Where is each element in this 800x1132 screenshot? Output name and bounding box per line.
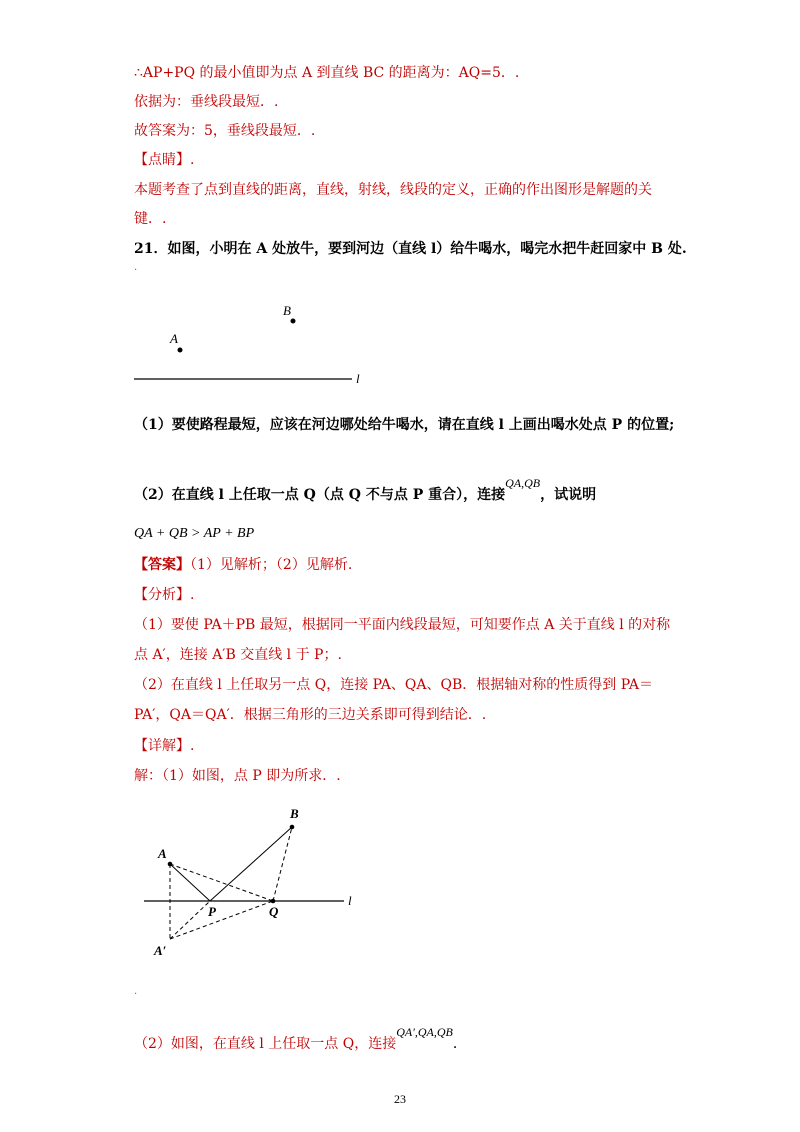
text-line-2: 依据为：垂线段最短．. [134,94,279,110]
text-line-3: 故答案为：5，垂线段最短．. [134,123,316,139]
figure-1 [130,295,390,400]
sub2-math: QA,QB [505,476,541,490]
analysis-line-4: PA′，QA＝QA′．根据三角形的三边关系即可得到结论．. [134,707,487,723]
segment-PB [210,827,292,901]
point-B [291,319,296,324]
label-l: l [356,371,360,386]
analysis-line-2: 点 A′，连接 A′B 交直线 l 于 P；. [134,647,342,663]
detail-heading: 【详解】. [134,738,195,754]
sub-question-1: （1）要使路程最短，应该在河边哪处给牛喝水，请在直线 l 上画出喝水处点 P 的位置; [134,417,675,433]
d2-text: （2）如图，在直线 l 上任取一点 Q，连接 [134,1036,397,1052]
label-A: A [170,331,178,346]
point-B [290,825,295,830]
segment-AQ [170,864,273,901]
answer-line [134,556,352,574]
dianjing-heading: 【点睛】. [134,152,195,168]
dot-marker: . [134,986,138,997]
inequality: QA + QB > AP + BP [134,526,255,541]
analysis-heading: 【分析】. [134,587,195,603]
segment-QB [273,827,292,901]
label-A: A [158,846,167,861]
d2-math: QA′,QA,QB [396,1025,453,1039]
text-line-6: 键．. [134,211,167,227]
label-l: l [348,893,352,908]
answer-label: 【答案】 [134,557,190,573]
label-P: P [208,904,216,919]
detail-line-1: 解：（1）如图，点 P 即为所求．. [134,768,341,784]
analysis-line-1: （1）要使 PA＋PB 最短，根据同一平面内线段最短，可知要作点 A 关于直线 l 的对称 [134,617,671,633]
answer-text: （1）见解析；（2）见解析. [190,557,353,573]
dot-marker: . [134,262,138,273]
detail-line-2: （2）如图，在直线 l 上任取一点 Q，连接QA′,QA,QB． [134,1025,467,1052]
question-21: 21．如图，小明在 A 处放牛，要到河边（直线 l）给牛喝水，喝完水把牛赶回家中 B 处. [134,241,687,257]
label-Aprime: A′ [154,943,167,958]
point-Q [271,899,276,904]
label-B: B [283,303,291,318]
segment-AprimeP [170,901,210,939]
label-B: B [290,806,299,821]
sub2-text-b: ，试说明 [540,487,597,503]
sub2-text-a: （2）在直线 l 上任取一点 Q（点 Q 不与点 P 重合），连接 [134,487,506,503]
figure-2 [130,800,370,970]
point-A [178,348,183,353]
text-line-5: 本题考查了点到直线的距离，直线，射线，线段的定义，正确的作出图形是解题的关 [134,182,652,198]
segment-AprimeQ [170,901,273,939]
page-number: 23 [394,1092,406,1106]
sub-question-2 [134,476,597,504]
analysis-line-3: （2）在直线 l 上任取另一点 Q，连接 PA、QA、QB．根据轴对称的性质得到 PA＝ [134,677,653,693]
point-A [168,862,173,867]
segment-AP [170,864,210,901]
text-line-1: ∴AP+PQ 的最小值即为点 A 到直线 BC 的距离为：AQ=5．. [134,65,520,81]
label-Q: Q [269,904,279,919]
